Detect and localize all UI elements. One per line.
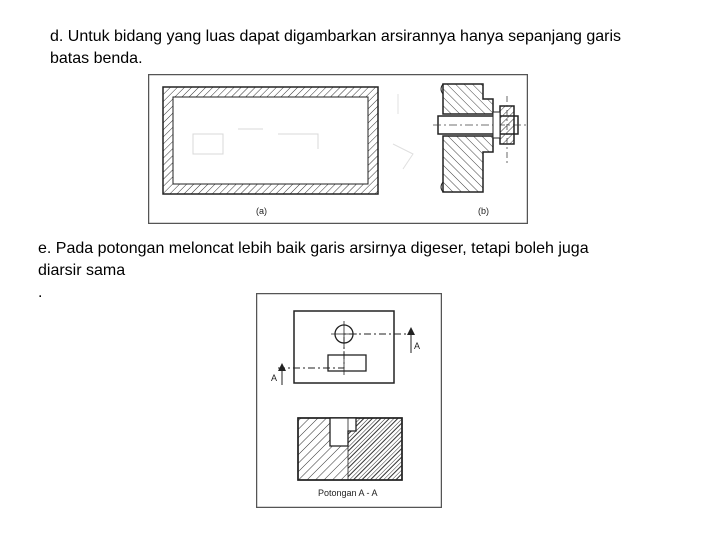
figure-2-marker-left: A	[271, 373, 278, 383]
paragraph-e-line-3: .	[38, 284, 43, 301]
paragraph-d-line-2: batas benda.	[50, 50, 143, 67]
figure-1a-hatched-rectangle	[163, 87, 378, 194]
paragraph-e-line-1: e. Pada potongan meloncat lebih baik garis arsirnya digeser, tetapi boleh juga	[38, 240, 589, 257]
paragraph-d	[50, 26, 690, 70]
figure-1-label-b: (b)	[478, 206, 489, 216]
paragraph-d-line-1: d. Untuk bidang yang luas dapat digambarkan arsirannya hanya sepanjang garis	[50, 28, 622, 45]
figure-2-section-view	[298, 418, 402, 480]
figure-2-marker-top: A	[414, 341, 421, 351]
figure-offset-section	[256, 293, 442, 508]
figure-hatching-large-area	[148, 74, 528, 224]
figure-1-label-a: (a)	[256, 206, 267, 216]
paragraph-e-line-2: diarsir sama	[38, 262, 126, 279]
figure-2-caption: Potongan A - A	[318, 488, 378, 498]
